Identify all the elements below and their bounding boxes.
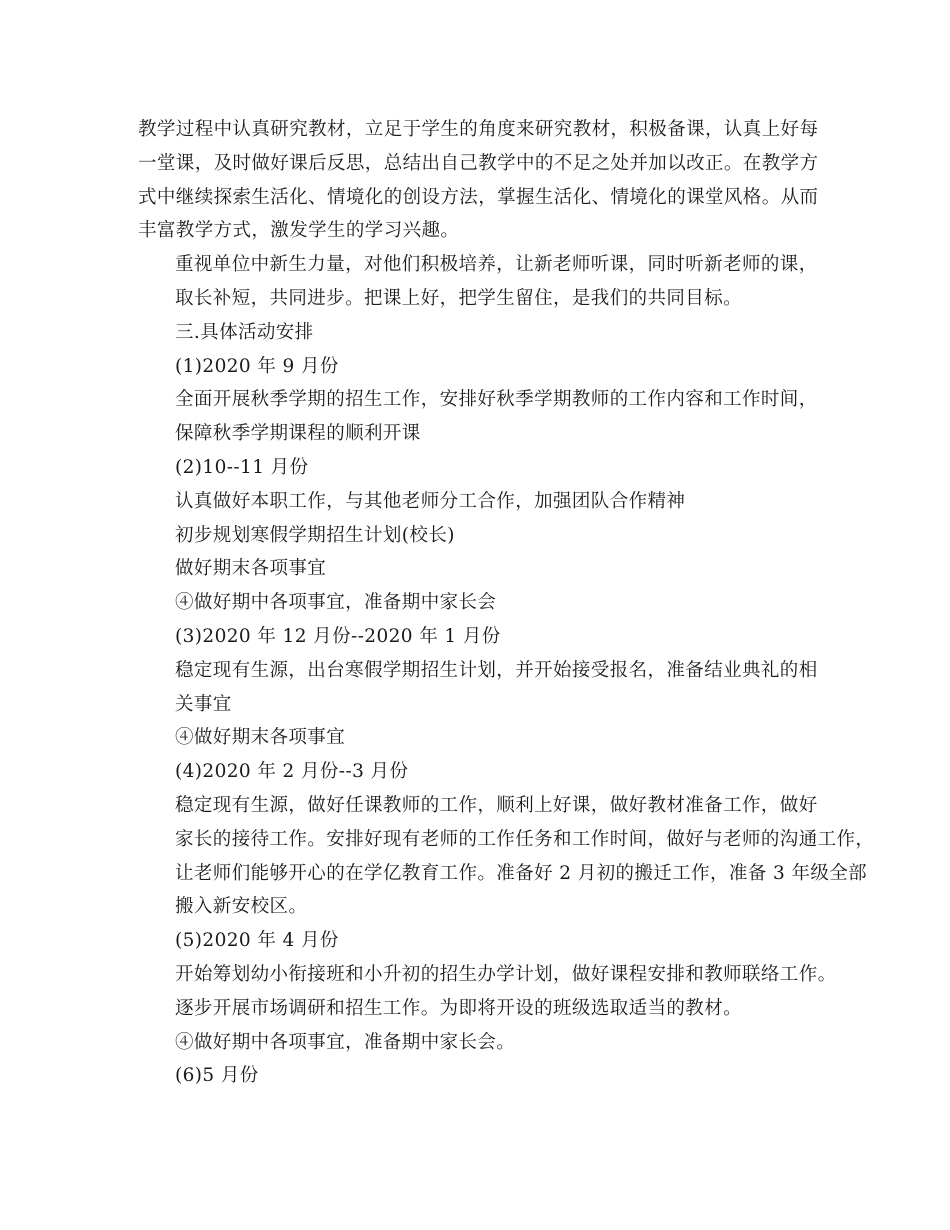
text-line: ④做好期中各项事宜，准备期中家长会。 — [175, 1031, 516, 1053]
paragraph — [138, 350, 838, 384]
paragraph — [138, 1059, 838, 1093]
text-line: 稳定现有生源，做好任课教师的工作，顺利上好课，做好教材准备工作，做好 — [175, 794, 818, 816]
text-line: 做好期末各项事宜 — [175, 558, 327, 580]
paragraph — [138, 924, 838, 958]
paragraph — [138, 383, 838, 451]
text-line: (6)5 月份 — [175, 1065, 259, 1087]
text-line: 让老师们能够开心的在学亿教育工作。准备好 2 月初的搬迁工作，准备 3 年级全部 — [175, 862, 868, 884]
text-line: 取长补短，共同进步。把课上好，把学生留住，是我们的共同目标。 — [175, 287, 743, 309]
paragraph — [138, 552, 838, 586]
paragraph — [138, 586, 838, 620]
text-line: 搬入新安校区。 — [175, 896, 308, 918]
paragraph — [138, 316, 838, 350]
paragraph — [138, 485, 838, 519]
paragraph — [138, 451, 838, 485]
document-body — [138, 113, 875, 1093]
text-line: 式中继续探索生活化、情境化的创设方法，掌握生活化、情境化的课堂风格。从而 — [138, 186, 819, 208]
text-line: 家长的接待工作。安排好现有老师的工作任务和工作时间，做好与老师的沟通工作， — [175, 828, 875, 850]
paragraph — [138, 654, 838, 722]
paragraph — [138, 1026, 838, 1060]
text-line: ④做好期中各项事宜，准备期中家长会 — [175, 592, 497, 614]
text-line: 一堂课，及时做好课后反思，总结出自己教学中的不足之处并加以改正。在教学方 — [138, 152, 819, 174]
text-line: 初步规划寒假学期招生计划(校长) — [175, 524, 455, 546]
text-line: 开始筹划幼小衔接班和小升初的招生办学计划，做好课程安排和教师联络工作。 — [175, 963, 837, 985]
text-line: ④做好期末各项事宜 — [175, 727, 346, 749]
text-line: 认真做好本职工作，与其他老师分工合作，加强团队合作精神 — [175, 490, 686, 512]
paragraph — [138, 113, 838, 248]
text-line: 丰富教学方式，激发学生的学习兴趣。 — [138, 220, 460, 242]
paragraph — [138, 721, 838, 755]
text-line: (3)2020 年 12 月份--2020 年 1 月份 — [175, 625, 501, 647]
text-line: (4)2020 年 2 月份--3 月份 — [175, 761, 409, 783]
text-line: (5)2020 年 4 月份 — [175, 930, 339, 952]
text-line: 三.具体活动安排 — [175, 321, 314, 343]
text-line: (1)2020 年 9 月份 — [175, 355, 339, 377]
text-line: 教学过程中认真研究教材，立足于学生的角度来研究教材，积极备课，认真上好每 — [138, 119, 819, 140]
paragraph — [138, 789, 875, 924]
text-line: 稳定现有生源，出台寒假学期招生计划，并开始接受报名，准备结业典礼的相 — [175, 659, 818, 681]
paragraph — [138, 958, 838, 1026]
text-line: 保障秋季学期课程的顺利开课 — [175, 423, 421, 445]
paragraph — [138, 248, 838, 316]
text-line: (2)10--11 月份 — [175, 456, 309, 478]
paragraph — [138, 755, 838, 789]
text-line: 全面开展秋季学期的招生工作，安排好秋季学期教师的工作内容和工作时间， — [175, 389, 818, 411]
text-line: 逐步开展市场调研和招生工作。为即将开设的班级选取适当的教材。 — [175, 997, 743, 1019]
paragraph — [138, 620, 838, 654]
text-line: 重视单位中新生力量，对他们积极培养，让新老师听课，同时听新老师的课， — [175, 254, 818, 276]
text-line: 关事宜 — [175, 693, 232, 715]
paragraph — [138, 519, 838, 553]
